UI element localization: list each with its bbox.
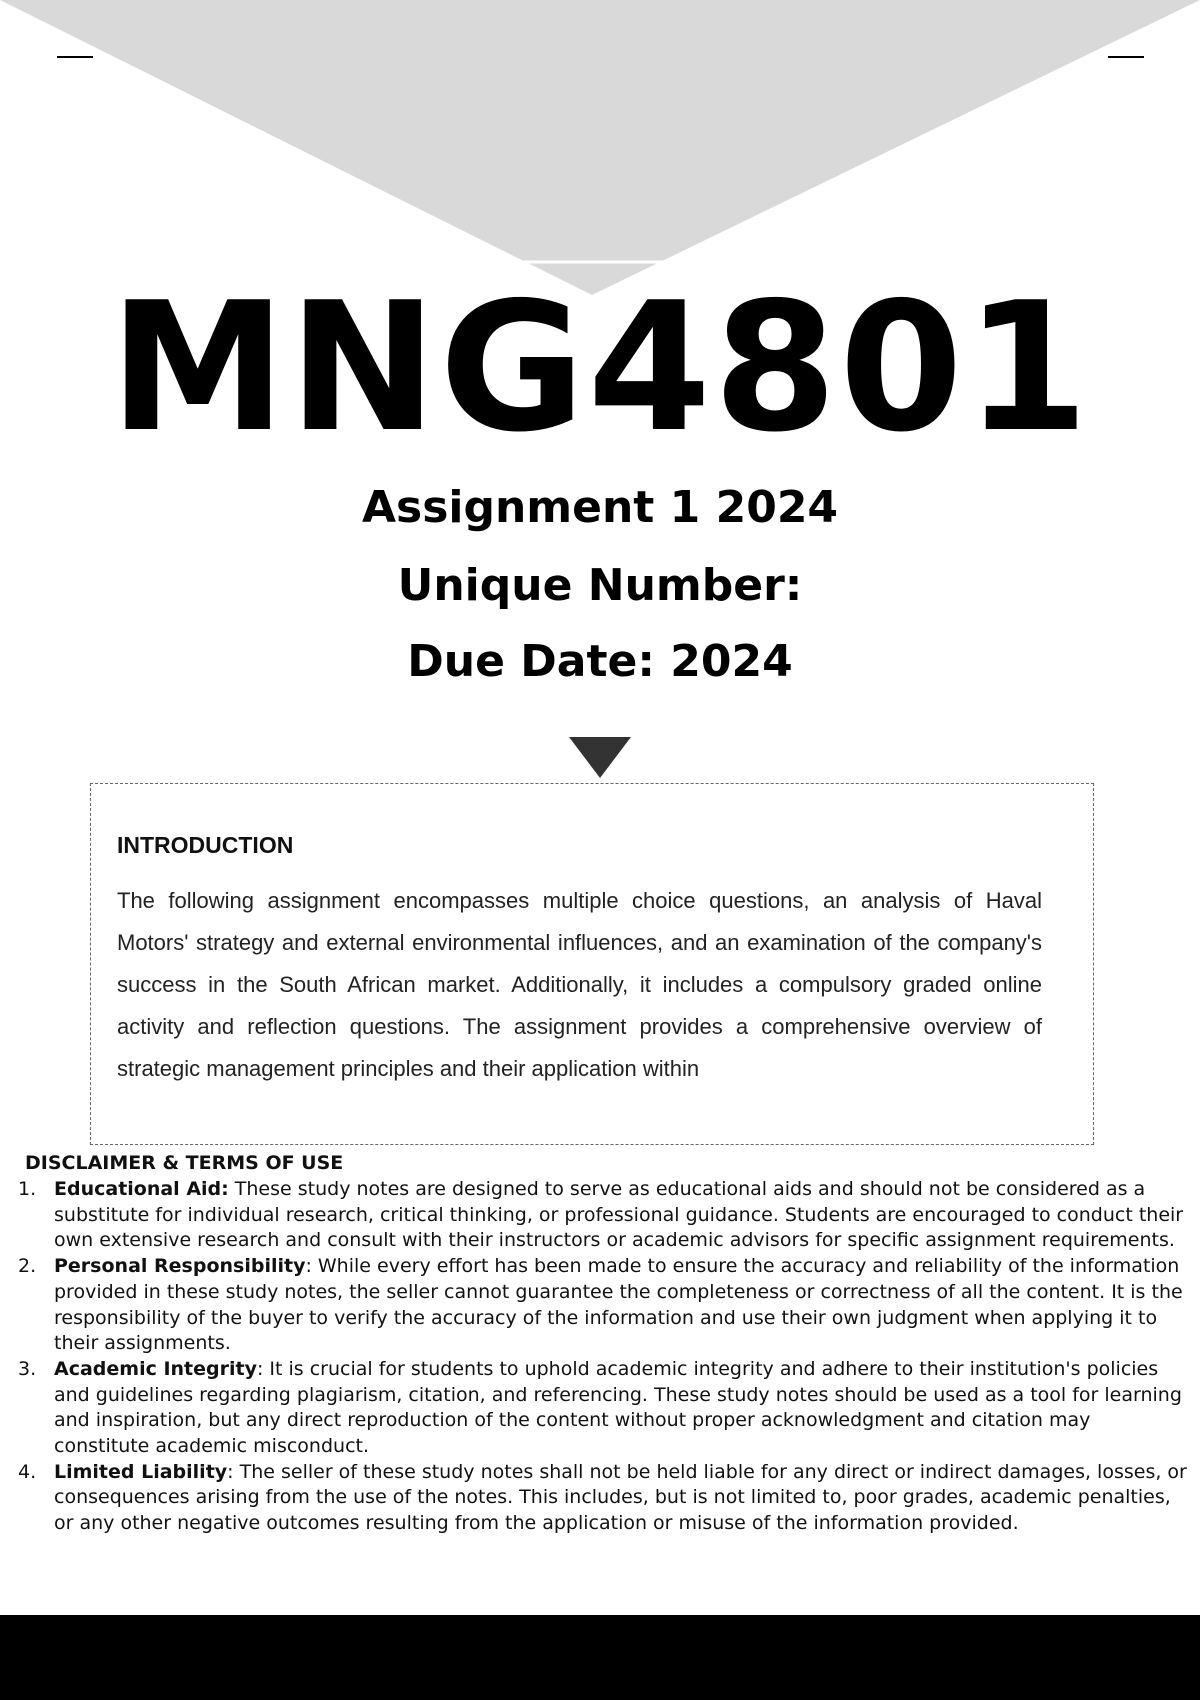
footer-bar [0, 1615, 1200, 1700]
disclaimer-item-label: Educational Aid: [54, 1178, 229, 1200]
corner-line-right [1108, 56, 1144, 58]
disclaimer-item-text: : The seller of these study notes shall not be held liable for any direct or indirect damages, losses, or consequences arising from the use of the notes. This includes, but is not limited to, poor grades, academic penalties, or any other negative outcomes resulting from the application or misuse of the information provided. [54, 1460, 1187, 1535]
header-chevron-decoration [0, 0, 1200, 300]
due-date: Due Date: 2024 [407, 636, 793, 687]
introduction-text: The following assignment encompasses multiple choice questions, an analysis of Haval Motors' strategy and external environmental influences, and an examination of the company's success in the South African market. Additionally, it includes a compulsory graded online activity and reflection questions. The assignment provides a comprehensive overview of strategic management principles and their application within [117, 888, 1042, 1081]
disclaimer-item [0, 1254, 1190, 1357]
disclaimer-item-number: 2. [18, 1255, 37, 1278]
unique-number: Unique Number: [397, 560, 803, 611]
disclaimer-list [0, 1177, 1190, 1537]
disclaimer-item-label: Personal Responsibility [54, 1255, 306, 1278]
introduction-heading: INTRODUCTION [117, 832, 294, 858]
assignment-title: Assignment 1 2024 [361, 482, 839, 533]
disclaimer-item-label: Academic Integrity [54, 1357, 257, 1380]
disclaimer-item-text: : It is crucial for students to uphold academic integrity and adhere to their institution's policies and guidelines regarding plagiarism, citation, and referencing. These study notes should be used as a tool for learning and inspiration, but any direct reproduction of the content without proper acknowledgment and citation may constitute academic misconduct. [54, 1357, 1182, 1458]
disclaimer-item [0, 1177, 1190, 1254]
disclaimer-item [0, 1357, 1190, 1460]
disclaimer-item [0, 1460, 1190, 1537]
disclaimer-item-number: 4. [18, 1460, 37, 1483]
disclaimer-item-text: : While every effort has been made to ensure the accuracy and reliability of the information provided in these study notes, the seller cannot guarantee the completeness or correctness of all the content. It is the responsibility of the buyer to verify the accuracy of the information and use their own judgment when applying it to their assignments. [54, 1255, 1183, 1355]
course-code: MNG4801 [109, 264, 1091, 471]
disclaimer-item-number: 1. [18, 1178, 37, 1200]
disclaimer-title: DISCLAIMER & TERMS OF USE [25, 1152, 344, 1174]
disclaimer-item-text: These study notes are designed to serve as educational aids and should not be considered as a substitute for individual research, critical thinking, or professional guidance. Students are encouraged to conduct their own extensive research and consult with their instructors or academic advisors for specific assignment requirements. [54, 1178, 1184, 1252]
disclaimer-item-number: 3. [18, 1357, 37, 1380]
corner-line-left [57, 56, 93, 58]
disclaimer-item-label: Limited Liability [54, 1460, 228, 1483]
down-arrow-icon [569, 737, 631, 779]
